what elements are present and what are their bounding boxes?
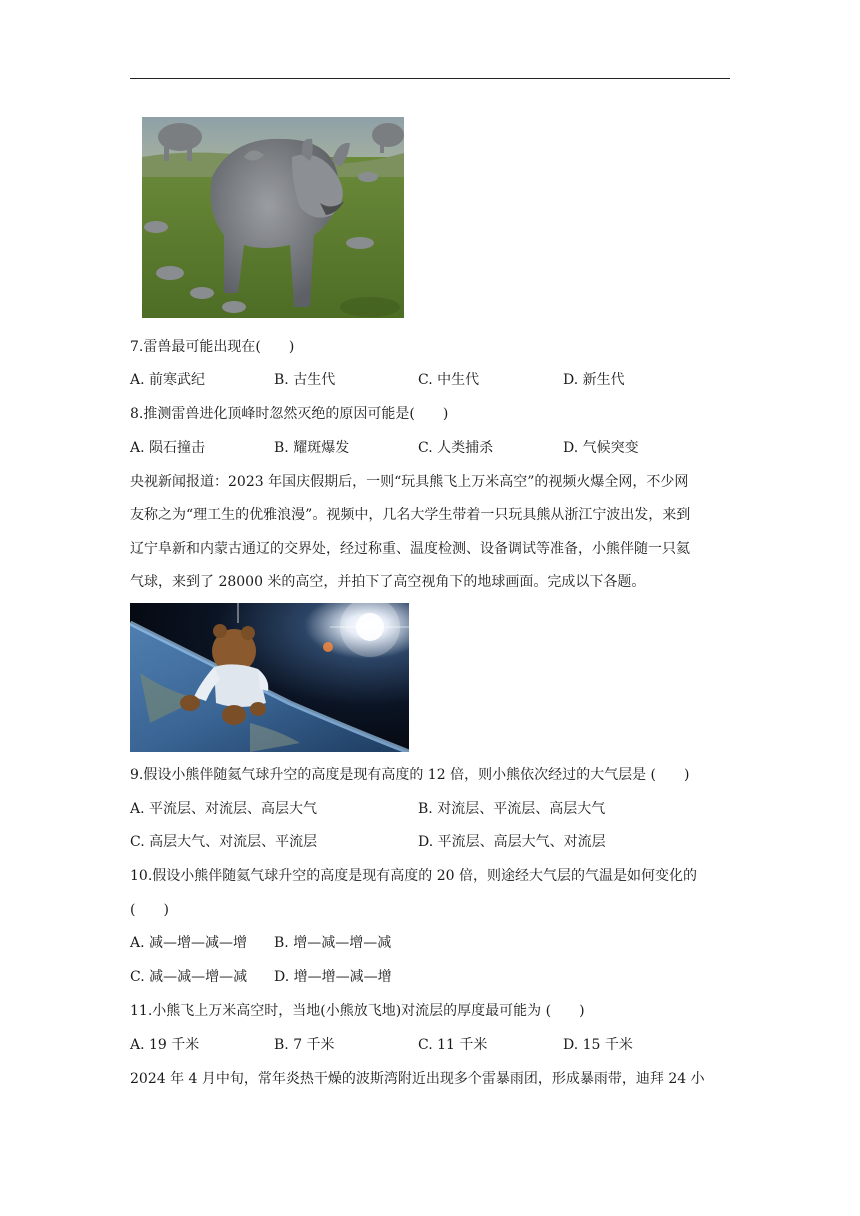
bear-balloon-image [130, 603, 409, 752]
q10-option-c: C. 减—减—增—减 [130, 969, 248, 985]
q7-option-a: A. 前寒武纪 [130, 372, 206, 388]
q9-option-a: A. 平流层、对流层、高层大气 [130, 801, 318, 817]
q11-option-c: C. 11 千米 [418, 1037, 488, 1053]
q8-option-b: B. 耀斑爆发 [274, 440, 350, 456]
header-rule [130, 78, 730, 79]
q10-stem-line1: 10.假设小熊伴随氦气球升空的高度是现有高度的 20 倍，则途经大气层的气温是如何变化的 [130, 868, 697, 884]
q8-option-d: D. 气候突变 [563, 440, 639, 456]
q11-stem: 11.小熊飞上万米高空时，当地(小熊放飞地)对流层的厚度最可能为 ( ) [130, 1003, 585, 1019]
passage1-line3: 辽宁阜新和内蒙古通辽的交界处，经过称重、温度检测、设备调试等准备，小熊伴随一只氦 [130, 541, 690, 557]
q11-option-a: A. 19 千米 [130, 1037, 200, 1053]
q9-option-b: B. 对流层、平流层、高层大气 [418, 801, 606, 817]
q8-option-c: C. 人类捕杀 [418, 440, 494, 456]
q9-stem: 9.假设小熊伴随氦气球升空的高度是现有高度的 12 倍，则小熊依次经过的大气层是 ( ) [130, 767, 690, 783]
q9-option-d: D. 平流层、高层大气、对流层 [418, 834, 606, 850]
q10-option-b: B. 增—减—增—减 [274, 935, 392, 951]
passage1-line2: 友称之为“理工生的优雅浪漫”。视频中，几名大学生带着一只玩具熊从浙江宁波出发，来到 [130, 507, 691, 523]
q10-option-d: D. 增—增—减—增 [274, 969, 392, 985]
q8-option-a: A. 陨石撞击 [130, 440, 206, 456]
q11-option-d: D. 15 千米 [563, 1037, 633, 1053]
q10-stem-line2: ( ) [130, 902, 169, 918]
q9-option-c: C. 高层大气、对流层、平流层 [130, 834, 318, 850]
q10-option-a: A. 减—增—减—增 [130, 935, 248, 951]
passage1-line1: 央视新闻报道：2023 年国庆假期后，一则“玩具熊飞上万米高空”的视频火爆全网，不少网 [130, 474, 689, 490]
passage2-line1: 2024 年 4 月中旬，常年炎热干燥的波斯湾附近出现多个雷暴雨团，形成暴雨带，迪拜 24 小 [130, 1071, 705, 1087]
q7-option-b: B. 古生代 [274, 372, 336, 388]
q7-option-c: C. 中生代 [418, 372, 480, 388]
brontothere-image [142, 117, 404, 318]
q11-option-b: B. 7 千米 [274, 1037, 335, 1053]
q7-stem: 7.雷兽最可能出现在( ) [130, 339, 295, 355]
passage1-line4: 气球，来到了 28000 米的高空，并拍下了高空视角下的地球画面。完成以下各题。 [130, 574, 646, 590]
q8-stem: 8.推测雷兽进化顶峰时忽然灭绝的原因可能是( ) [130, 406, 449, 422]
q7-option-d: D. 新生代 [563, 372, 625, 388]
